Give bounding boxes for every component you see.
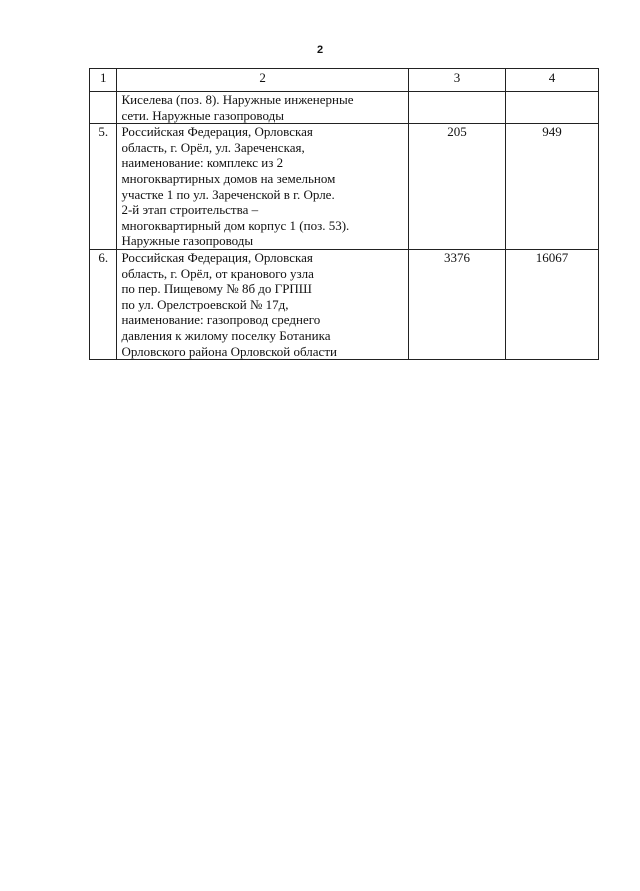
description-line: давления к жилому поселку Ботаника: [121, 327, 331, 343]
row-col4-cell: 16067: [506, 249, 599, 359]
description-line: по ул. Орелстроевской № 17д,: [121, 296, 289, 312]
row-number-cell: [90, 92, 117, 124]
row-col4-cell: [506, 92, 599, 124]
row-col3-cell: 3376: [408, 249, 505, 359]
header-cell-4: 4: [506, 69, 599, 92]
description-line: область, г. Орёл, ул. Зареченская,: [121, 139, 305, 155]
row-col4-cell: 949: [506, 124, 599, 250]
row-description-cell: [117, 124, 408, 250]
description-line: Киселева (поз. 8). Наружные инженерные: [121, 92, 354, 107]
header-cell-2: 2: [117, 69, 408, 92]
description-line: наименование: комплекс из 2: [121, 155, 284, 171]
description-line: наименование: газопровод среднего: [121, 312, 321, 328]
table-row: [90, 92, 599, 124]
row-number-cell: 5.: [90, 124, 117, 250]
description-line: сети. Наружные газопроводы: [121, 107, 284, 123]
table-header-row: [90, 69, 599, 92]
description-line: многоквартирный дом корпус 1 (поз. 53).: [121, 217, 350, 233]
row-description-cell: [117, 92, 408, 124]
data-table: [89, 68, 599, 360]
table-row: [90, 124, 599, 250]
description-line: Наружные газопроводы: [121, 233, 254, 249]
row-col3-cell: 205: [408, 124, 505, 250]
description-line: 2-й этап строительства –: [121, 202, 259, 218]
description-line: Орловского района Орловской области: [121, 343, 337, 359]
description-line: многоквартирных домов на земельном: [121, 170, 336, 186]
description-line: по пер. Пищевому № 8б до ГРПШ: [121, 281, 312, 297]
row-description-cell: [117, 249, 408, 359]
table-row: [90, 249, 599, 359]
header-cell-1: 1: [90, 69, 117, 92]
row-number-cell: 6.: [90, 249, 117, 359]
description-line: область, г. Орёл, от кранового узла: [121, 265, 314, 281]
description-line: Российская Федерация, Орловская: [121, 249, 313, 265]
row-col3-cell: [408, 92, 505, 124]
description-line: Российская Федерация, Орловская: [121, 124, 313, 140]
header-cell-3: 3: [408, 69, 505, 92]
page-number: 2: [316, 44, 324, 56]
description-line: участке 1 по ул. Зареченской в г. Орле.: [121, 186, 335, 202]
